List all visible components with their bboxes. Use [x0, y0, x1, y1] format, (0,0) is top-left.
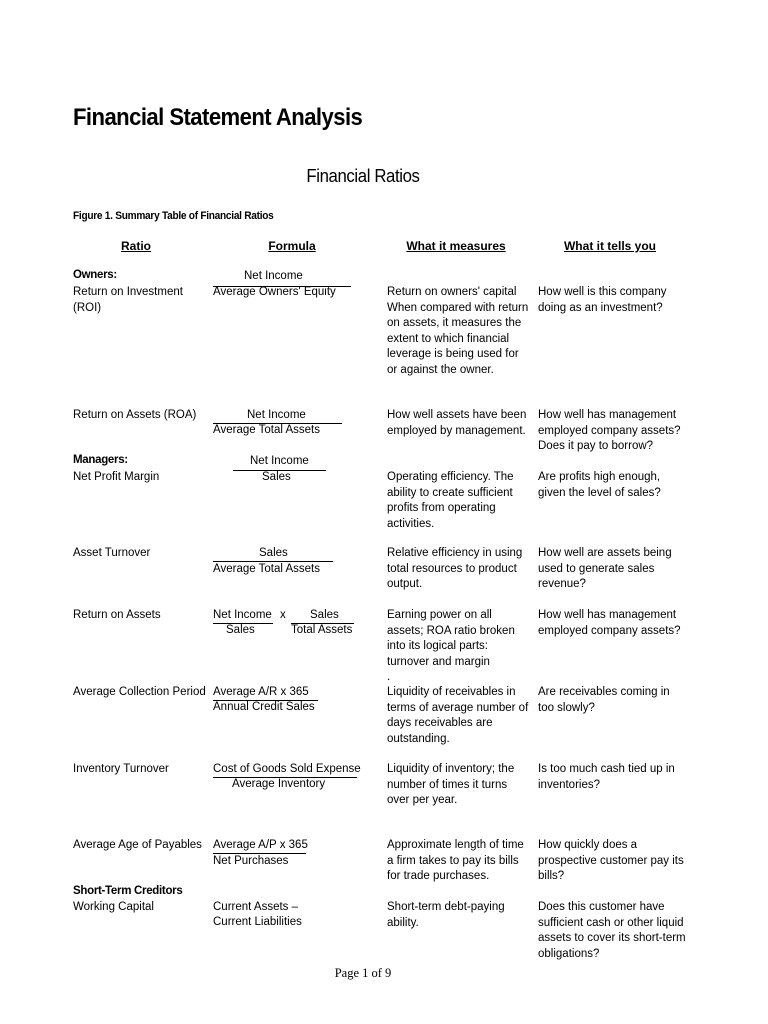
page-number: Page 1 of 9 [334, 966, 392, 980]
formula-denominator: Total Assets [291, 624, 353, 636]
ratio-name: Average Collection Period [73, 686, 206, 698]
formula-denominator: Average Total Assets [213, 424, 320, 436]
formula-numerator: Net Income [247, 409, 306, 421]
formula-numerator: Average A/R x 365 [213, 686, 309, 698]
formula-denominator: Average Total Assets [213, 563, 320, 575]
section-title: Financial Ratios [306, 166, 420, 186]
what-it-tells-you: How well has management employed company assets? Does it pay to borrow? [538, 409, 681, 452]
formula-numerator: Sales [310, 609, 339, 621]
ratio-name: Return on Investment (ROI) [73, 286, 183, 314]
header-what-it-measures: What it measures [406, 239, 506, 253]
formula-numerator: Average A/P x 365 [213, 839, 308, 851]
ratio-name: Return on Assets [73, 609, 161, 621]
what-it-measures: Short-term debt-paying ability. [387, 901, 505, 929]
what-it-measures: Approximate length of time a firm takes to pay its bills for trade purchases. [387, 839, 524, 882]
what-it-measures: How well assets have been employed by management. [387, 409, 527, 437]
ratio-name: Net Profit Margin [73, 471, 160, 483]
formula-denominator: Average Owners' Equity [213, 286, 336, 298]
formula-denominator: Annual Credit Sales [213, 701, 315, 713]
formula-denominator: Sales [226, 624, 255, 636]
ratio-name: Return on Assets (ROA) [73, 409, 197, 421]
section-managers: Managers: [73, 454, 128, 466]
what-it-tells-you: Does this customer have sufficient cash or other liquid assets to cover its short-term obligations? [538, 901, 686, 960]
formula-numerator: Net Income [250, 455, 309, 467]
formula-denominator: Sales [262, 471, 291, 483]
header-what-it-tells-you: What it tells you [563, 239, 656, 253]
formula-numerator: Cost of Goods Sold Expense [213, 763, 361, 775]
ratio-name: Inventory Turnover [73, 763, 169, 775]
header-formula: Formula [268, 239, 316, 253]
what-it-measures: Liquidity of receivables in terms of average number of days receivables are outstanding. [387, 686, 529, 745]
document-title: Financial Statement Analysis [73, 104, 363, 131]
figure-caption: Figure 1. Summary Table of Financial Ratios [73, 210, 274, 222]
formula-denominator: Net Purchases [213, 855, 289, 867]
what-it-tells-you: Are receivables coming in too slowly? [538, 686, 670, 714]
section-owners: Owners: [73, 269, 117, 281]
what-it-tells-you: Are profits high enough, given the level of sales? [538, 471, 661, 499]
formula-numerator: Sales [259, 547, 288, 559]
what-it-tells-you: How well has management employed company assets? [538, 609, 681, 637]
what-it-tells-you: How quickly does a prospective customer pay its bills? [538, 839, 684, 882]
what-it-measures: Relative efficiency in using total resources to product output. [387, 547, 523, 590]
ratio-name: Asset Turnover [73, 547, 151, 559]
what-it-tells-you: Is too much cash tied up in inventories? [538, 763, 675, 791]
formula-line-2: Current Liabilities [213, 916, 302, 928]
what-it-tells-you: How well are assets being used to generate sales revenue? [538, 547, 672, 590]
formula-denominator: Average Inventory [232, 778, 326, 790]
what-it-measures: Operating efficiency. The ability to create sufficient profits from operating activities. [387, 471, 514, 530]
what-it-measures: Earning power on all assets; ROA ratio broken into its logical parts: turnover and margin [387, 609, 515, 668]
formula-times-sign: x [280, 609, 286, 621]
what-it-tells-you: How well is this company doing as an investment? [538, 286, 667, 314]
formula-numerator: Net Income [213, 609, 272, 621]
what-it-measures: Return on owners' capital When compared with return on assets, it measures the extent to which financial leverage is being used for or against the owner. [387, 286, 529, 376]
what-it-measures: Liquidity of inventory; the number of times it turns over per year. [387, 763, 515, 806]
formula-line-1: Current Assets – [213, 901, 299, 913]
ratio-name: Working Capital [73, 901, 154, 913]
header-ratio: Ratio [121, 239, 151, 253]
ratio-name: Average Age of Payables [73, 839, 202, 851]
formula-numerator: Net Income [244, 270, 303, 282]
section-short-term-creditors: Short-Term Creditors [73, 885, 183, 897]
stray-period: . [387, 671, 391, 683]
